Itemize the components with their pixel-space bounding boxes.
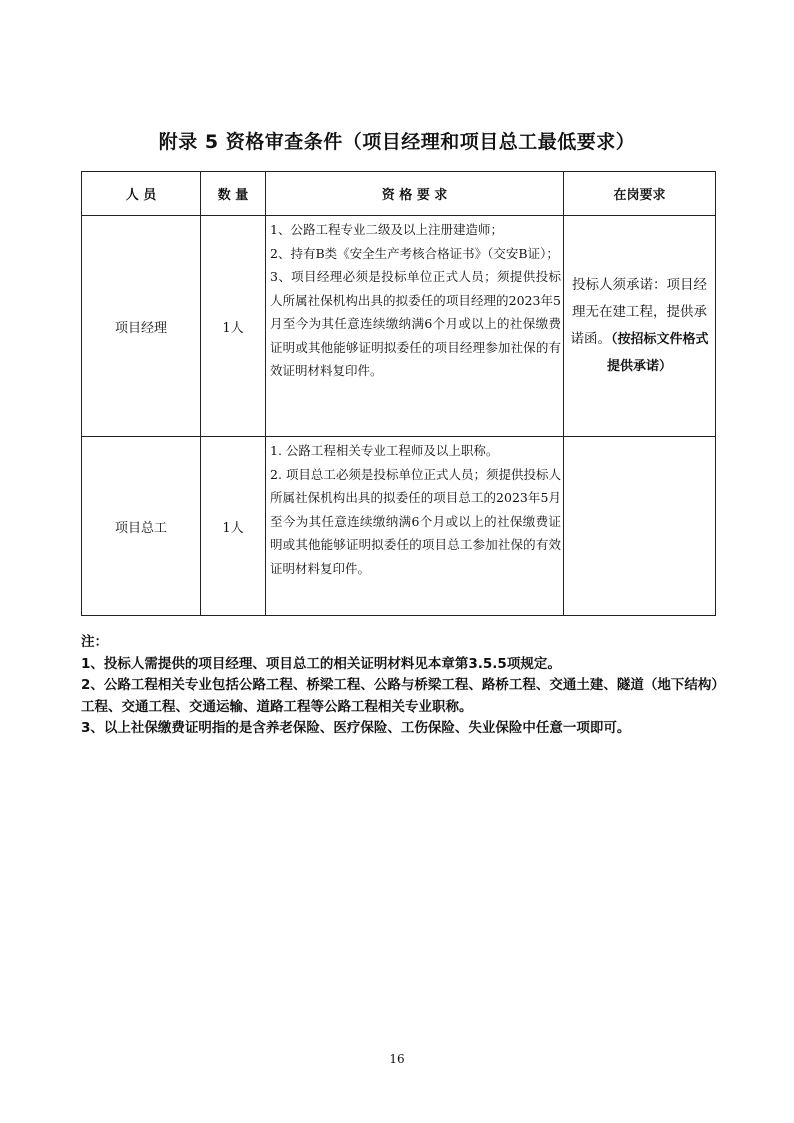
notes-label: 注： (81, 634, 108, 650)
row-on-duty (564, 437, 716, 616)
requirement-item: 3、项目经理必须是投标单位正式人员；须提供投标人所属社保机构出具的拟委任的项目经理的2023年5月至今为其任意连续缴纳满6个月或以上的社保缴费证明或其他能够证明拟委任的项目经理参加社保的有效证明材料复印件。 (270, 269, 561, 378)
on-duty-emphasis: （按招标文件格式提供承诺） (606, 332, 709, 374)
table-row (82, 216, 716, 437)
header-requirements: 资 格 要 求 (266, 172, 564, 216)
requirement-item: 2. 项目总工必须是投标单位正式人员；须提供投标人所属社保机构出具的拟委任的项目总工的2023年5月至今为其任意连续缴纳满6个月或以上的社保缴费证明或其他能够证明拟委任的项目总工参加社保的有效证明材料复印件。 (270, 466, 561, 576)
table-header-row (82, 172, 716, 216)
qualification-table (81, 171, 716, 616)
row-person: 项目总工 (82, 437, 201, 616)
note-item: 1、投标人需提供的项目经理、项目总工的相关证明材料见本章第3.5.5项规定。 (81, 655, 561, 672)
requirement-item: 1. 公路工程相关专业工程师及以上职称。 (270, 443, 499, 458)
on-duty-text: 投标人须承诺：项目经理无在建工程，提供承诺函。 (570, 277, 707, 347)
row-quantity: 1人 (201, 216, 266, 437)
row-on-duty (564, 216, 716, 437)
requirement-item: 2、持有B类《安全生产考核合格证书》（交安B证）； (270, 245, 559, 261)
requirement-item: 1、公路工程专业二级及以上注册建造师； (270, 222, 503, 237)
note-item: 2、公路工程相关专业包括公路工程、桥梁工程、公路与桥梁工程、路桥工程、交通土建、隧道（地下结构）工程、交通工程、交通运输、道路工程等公路工程相关专业职称。 (81, 677, 719, 715)
table-row (82, 437, 716, 616)
row-person: 项目经理 (82, 216, 201, 437)
page-number: 16 (389, 1052, 405, 1066)
header-person: 人 员 (82, 172, 201, 216)
row-requirements (266, 216, 564, 437)
notes-section (81, 632, 721, 740)
header-on-duty: 在岗要求 (564, 172, 716, 216)
row-requirements (266, 437, 564, 616)
row-quantity: 1人 (201, 437, 266, 616)
page-title: 附录 5 资格审查条件（项目经理和项目总工最低要求） (158, 131, 636, 153)
header-quantity: 数 量 (201, 172, 266, 216)
note-item: 3、以上社保缴费证明指的是含养老保险、医疗保险、工伤保险、失业保险中任意一项即可。 (81, 720, 631, 736)
